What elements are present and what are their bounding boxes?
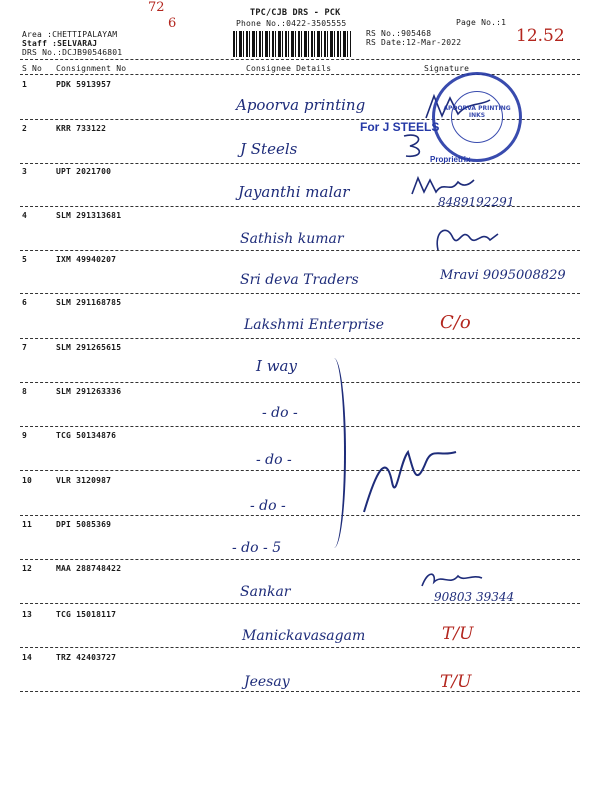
stamp-for-label: For J STEELS [360, 120, 440, 134]
group-brace [322, 358, 346, 548]
group-signature [356, 432, 466, 522]
signature-row2 [400, 130, 430, 160]
row-divider [20, 559, 580, 560]
row-number: 10 [22, 476, 33, 485]
row-divider [20, 163, 580, 164]
consignment-number: IXM 49940207 [56, 255, 117, 264]
consignee-name: Apoorva printing [236, 96, 366, 114]
signature-phone: 8489192291 [438, 195, 515, 209]
signature-row4 [432, 222, 502, 256]
signature-row3 [410, 174, 476, 198]
staff-label: Staff :SELVARAJ [22, 39, 98, 48]
signature-phone: Mravi 9095008829 [440, 268, 566, 283]
consignee-name: I way [256, 357, 297, 375]
consignee-name: - do - [250, 498, 286, 514]
rs-date: RS Date:12-Mar-2022 [366, 38, 462, 47]
column-divider [20, 74, 580, 75]
sheet-title: TPC/CJB DRS - PCK [250, 8, 341, 18]
row-number: 4 [22, 211, 28, 220]
row-number: 2 [22, 124, 28, 133]
handwritten-count-top: 72 [148, 0, 165, 15]
row-number: 11 [22, 520, 33, 529]
phone-number: Phone No.:0422-3505555 [236, 19, 347, 28]
handwritten-count-bottom: 6 [168, 16, 177, 31]
consignment-number: PDK 5913957 [56, 80, 112, 89]
row-divider [20, 293, 580, 294]
row-number: 13 [22, 610, 33, 619]
consignment-number: VLR 3120987 [56, 476, 112, 485]
row-number: 3 [22, 167, 28, 176]
row-number: 1 [22, 80, 28, 89]
signature-phone: 90803 39344 [434, 590, 515, 604]
barcode [233, 31, 351, 57]
row-divider [20, 338, 580, 339]
row-number: 6 [22, 298, 28, 307]
company-stamp [432, 72, 522, 162]
col-header-signature: Signature [424, 64, 470, 73]
signature-note: T/U [442, 624, 474, 644]
row-divider [20, 426, 580, 427]
consignment-number: TRZ 42403727 [56, 653, 117, 662]
row-number: 14 [22, 653, 33, 662]
row-number: 8 [22, 387, 28, 396]
row-number: 9 [22, 431, 28, 440]
row-divider [20, 206, 580, 207]
consignee-name: Jeesay [244, 674, 290, 690]
row-divider [20, 647, 580, 648]
row-divider [20, 382, 580, 383]
consignment-number: MAA 288748422 [56, 564, 122, 573]
row-number: 5 [22, 255, 28, 264]
signature-note: T/U [440, 672, 472, 692]
area-label: Area :CHETTIPALAYAM [22, 30, 118, 39]
consignment-number: KRR 733122 [56, 124, 107, 133]
consignment-number: TCG 50134876 [56, 431, 117, 440]
consignee-name: - do - 5 [232, 540, 282, 556]
row-number: 7 [22, 343, 28, 352]
drs-number: DRS No.:DCJB90546801 [22, 48, 123, 57]
page-number: Page No.:1 [456, 18, 507, 27]
consignee-name: Manickavasagam [242, 628, 366, 644]
consignment-number: SLM 291313681 [56, 211, 122, 220]
consignment-number: DPI 5085369 [56, 520, 112, 529]
consignee-name: Sathish kumar [240, 231, 344, 247]
consignment-number: SLM 291263336 [56, 387, 122, 396]
signature-note: C/o [440, 312, 471, 333]
consignee-name: Sankar [240, 584, 291, 600]
consignee-name: Sri deva Traders [240, 272, 359, 288]
consignment-number: TCG 15018117 [56, 610, 117, 619]
row-divider [20, 691, 580, 692]
col-header-sno: S No [22, 64, 43, 73]
header-divider [20, 59, 580, 60]
consignee-name: Lakshmi Enterprise [244, 317, 384, 333]
consignee-name: - do - [256, 452, 292, 468]
col-header-consignment: Consignment No [56, 64, 127, 73]
consignee-name: Jayanthi malar [238, 183, 350, 201]
handwritten-time: 12.52 [516, 26, 565, 46]
consignment-number: SLM 291168785 [56, 298, 122, 307]
col-header-details: Consignee Details [246, 64, 332, 73]
rs-number: RS No.:905468 [366, 29, 432, 38]
consignee-name: - do - [262, 405, 298, 421]
stamp-text: APOORVA PRINTING INKS [443, 105, 511, 119]
consignee-name: J Steels [240, 140, 298, 158]
signature-row12 [420, 568, 484, 590]
consignment-number: UPT 2021700 [56, 167, 112, 176]
row-divider [20, 515, 580, 516]
row-divider [20, 470, 580, 471]
stamp-proprietor: Proprietrix [430, 155, 471, 164]
consignment-number: SLM 291265615 [56, 343, 122, 352]
row-divider [20, 603, 580, 604]
row-number: 12 [22, 564, 33, 573]
